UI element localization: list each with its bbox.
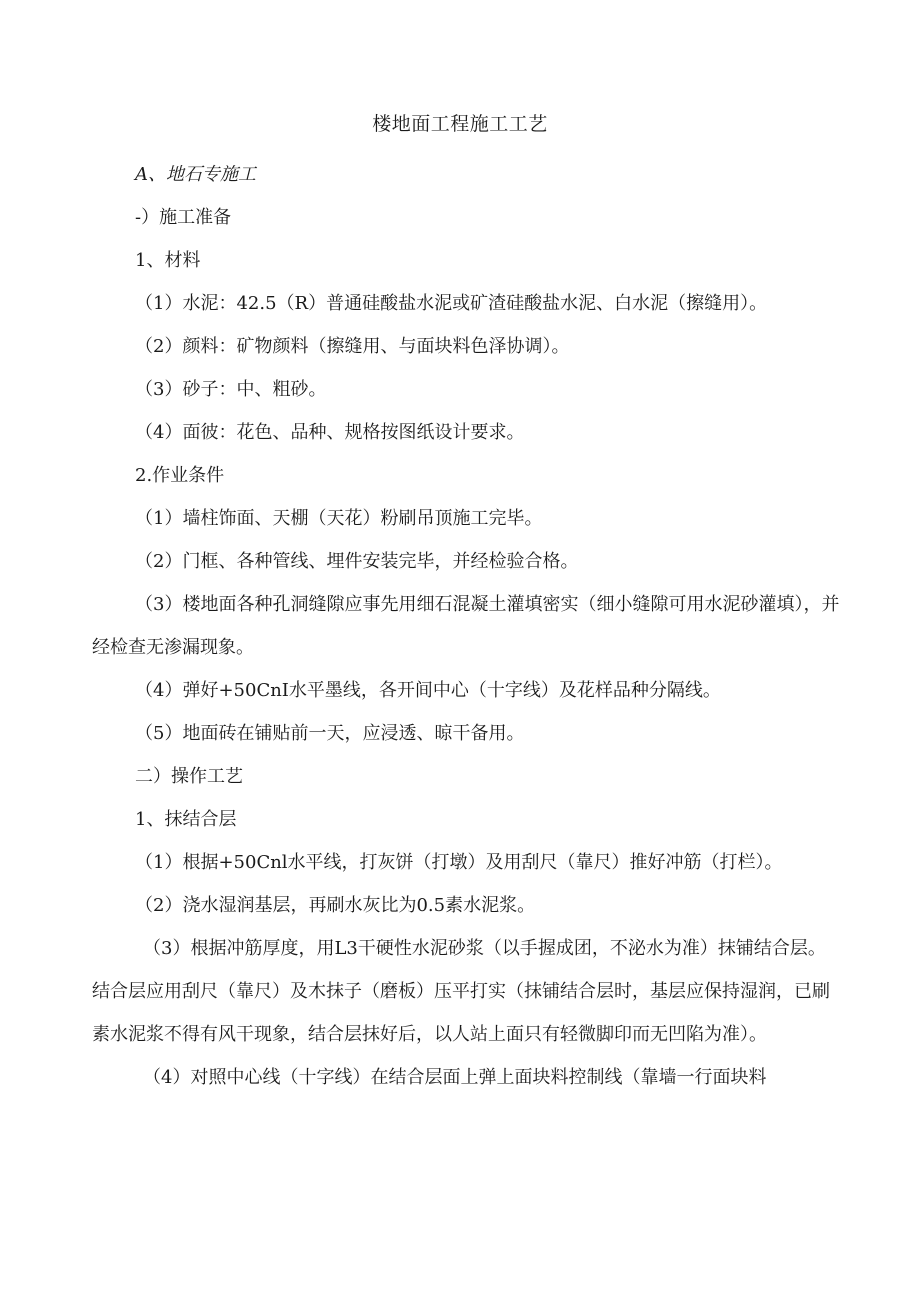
document-body — [92, 153, 840, 1099]
paragraph-item: （4）弹好+50CnI水平墨线，各开间中心（十字线）及花样品种分隔线。 — [135, 680, 721, 701]
paragraph-item: （4）对照中心线（十字线）在结合层面上弹上面块料控制线（靠墙一行面块料 — [143, 1067, 767, 1088]
paragraph-item: （1）根据+50Cnl水平线，打灰饼（打墩）及用刮尺（靠尺）推好冲筋（打栏）。 — [135, 852, 783, 873]
paragraph-item: （5）地面砖在铺贴前一天，应浸透、晾干备用。 — [135, 723, 525, 744]
paragraph-item: （1）墙柱饰面、天棚（天花）粉刷吊顶施工完毕。 — [135, 508, 543, 529]
paragraph-item: （2）颜料：矿物颜料（擦缝用、与面块料色泽协调）。 — [135, 336, 570, 357]
paragraph-item: （2）浇水湿润基层，再刷水灰比为0.5素水泥浆。 — [135, 895, 536, 916]
paragraph-item: （3）楼地面各种孔洞缝隙应事先用细石混凝土灌填密实（细小缝隙可用水泥砂灌填），并经检查无渗漏现象。 — [92, 594, 840, 658]
document-title: 楼地面工程施工工艺 — [372, 113, 548, 135]
paragraph-section-a: A、地石专施工 — [135, 164, 256, 185]
paragraph-heading: 1、材料 — [135, 250, 201, 271]
paragraph-item: （3）根据冲筋厚度，用L3干硬性水泥砂浆（以手握成团，不泌水为准）抹铺结合层。结合层应用刮尺（靠尺）及木抹子（磨板）压平打实（抹铺结合层时，基层应保持湿润，已刷素水泥浆不得有风干现象，结合层抹好后，以人站上面只有轻微脚印而无凹陷为准）。 — [92, 938, 830, 1045]
paragraph-heading: 二）操作工艺 — [135, 766, 243, 787]
paragraph-item: （2）门框、各种管线、埋件安装完毕，并经检验合格。 — [135, 551, 579, 572]
paragraph-item: （3）砂子：中、粗砂。 — [135, 379, 327, 400]
paragraph-item: （1）水泥：42.5（R）普通硅酸盐水泥或矿渣硅酸盐水泥、白水泥（擦缝用）。 — [135, 293, 768, 314]
paragraph-item: （4）面彼：花色、品种、规格按图纸设计要求。 — [135, 422, 525, 443]
paragraph-heading: 2.作业条件 — [135, 465, 225, 486]
paragraph-heading: -）施工准备 — [135, 207, 232, 228]
paragraph-heading: 1、抹结合层 — [135, 809, 237, 830]
